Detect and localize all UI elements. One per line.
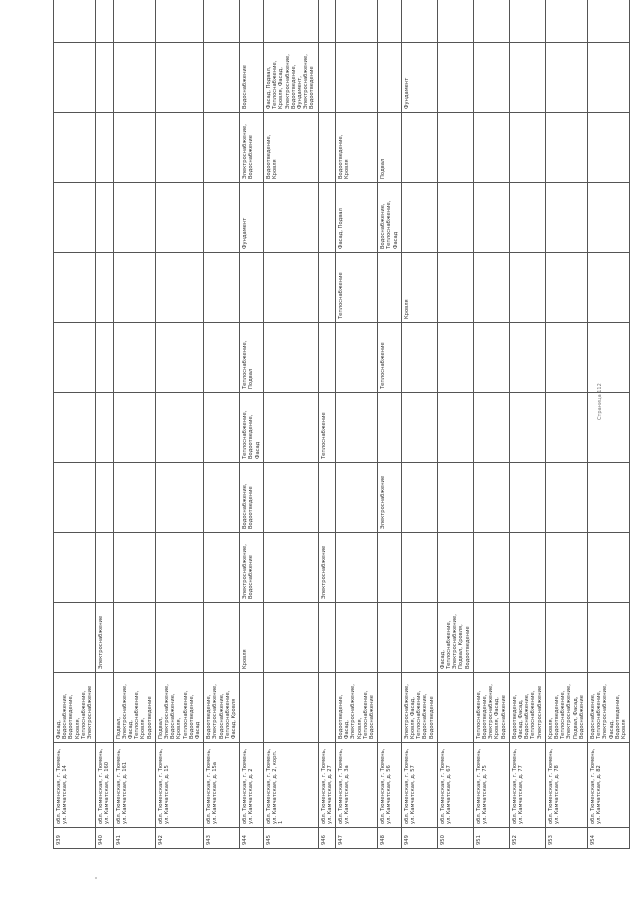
works-cell xyxy=(545,323,587,393)
works-cell xyxy=(113,533,155,603)
works-cell: Электроснабжение xyxy=(318,533,335,603)
table-row xyxy=(509,0,545,849)
works-cell xyxy=(509,603,545,673)
works-cell xyxy=(401,603,437,673)
works-cell xyxy=(54,393,96,463)
works-cell xyxy=(54,183,96,253)
works-cell xyxy=(545,183,587,253)
row-number: 944 xyxy=(240,828,264,849)
table-row xyxy=(378,0,402,849)
works-cell xyxy=(263,673,318,743)
works-cell xyxy=(54,603,96,673)
table-row xyxy=(96,0,113,849)
works-cell: Водоотведение, Фасад, Электроснабжение, Кровля, Теплоснабжение, Водоснабжение xyxy=(335,673,377,743)
works-cell: Электроснабжение xyxy=(96,603,113,673)
works-cell xyxy=(401,533,437,603)
works-cell xyxy=(204,323,240,393)
works-cell xyxy=(263,0,318,43)
works-cell xyxy=(378,603,402,673)
works-cell: Подвал xyxy=(378,113,402,183)
works-cell xyxy=(96,113,113,183)
works-cell xyxy=(509,323,545,393)
works-cell xyxy=(378,253,402,323)
works-cell xyxy=(204,393,240,463)
works-cell xyxy=(204,113,240,183)
works-cell xyxy=(588,183,630,253)
row-number: 943 xyxy=(204,828,240,849)
works-cell xyxy=(113,603,155,673)
works-cell: Фундамент xyxy=(240,183,264,253)
works-cell xyxy=(96,323,113,393)
works-cell: Фундамент xyxy=(401,43,437,113)
works-cell xyxy=(113,183,155,253)
works-cell xyxy=(588,0,630,43)
works-cell xyxy=(335,323,377,393)
works-cell xyxy=(155,183,203,253)
works-cell xyxy=(204,603,240,673)
works-cell xyxy=(54,463,96,533)
works-cell xyxy=(545,113,587,183)
works-cell xyxy=(437,43,473,113)
works-cell: Теплоснабжение, Водоотведение, Электроснабжение, Кровля, Фасад, Водоснабжение xyxy=(473,673,509,743)
table-row xyxy=(545,0,587,849)
works-cell xyxy=(378,533,402,603)
works-cell xyxy=(155,253,203,323)
row-address: обл. Тюменская, г. Тюмень, ул. Камчатская, д. 78 xyxy=(545,743,587,828)
works-cell xyxy=(240,253,264,323)
table-row xyxy=(113,0,155,849)
works-cell xyxy=(335,603,377,673)
works-cell: Водоотведение, Фасад, Фасад, Водоснабжение, Теплоснабжение, Электроснабжение xyxy=(509,673,545,743)
row-number: 953 xyxy=(545,828,587,849)
works-cell xyxy=(588,43,630,113)
works-cell xyxy=(204,463,240,533)
works-cell xyxy=(113,463,155,533)
works-cell xyxy=(378,673,402,743)
table-row xyxy=(401,0,437,849)
works-cell xyxy=(96,533,113,603)
works-cell xyxy=(437,533,473,603)
table-row xyxy=(240,0,264,849)
works-cell xyxy=(401,393,437,463)
works-cell xyxy=(155,603,203,673)
works-cell xyxy=(509,0,545,43)
row-number: 945 xyxy=(263,828,318,849)
row-address: обл. Тюменская, г. Тюмень, ул. Камчатская, д. 56 xyxy=(378,743,402,828)
row-address: обл. Тюменская, г. Тюмень, ул. Камчатская, д. 75 xyxy=(473,743,509,828)
works-cell xyxy=(378,0,402,43)
works-cell xyxy=(401,323,437,393)
works-cell xyxy=(263,323,318,393)
works-cell xyxy=(113,113,155,183)
works-cell: Фасад, Теплоснабжение, Электроснабжение, Подвал, Кровля, Водоотведение xyxy=(437,603,473,673)
works-cell xyxy=(204,0,240,43)
works-cell xyxy=(335,43,377,113)
works-table xyxy=(53,0,630,849)
works-cell xyxy=(54,0,96,43)
table-row xyxy=(204,0,240,849)
row-address: обл. Тюменская, г. Тюмень, ул. Камчатская, д. 27 xyxy=(318,743,335,828)
works-cell xyxy=(96,183,113,253)
works-cell xyxy=(263,603,318,673)
works-cell xyxy=(96,43,113,113)
works-cell xyxy=(318,253,335,323)
row-address: обл. Тюменская, г. Тюмень, ул. Камчатская, д. 160 xyxy=(96,743,113,828)
row-number: 939 xyxy=(54,828,96,849)
works-cell: Кровля xyxy=(401,253,437,323)
works-cell: Кровля xyxy=(240,603,264,673)
row-address: обл. Тюменская, г. Тюмень, ул. Камчатская, д. 15а xyxy=(204,743,240,828)
row-number: 941 xyxy=(113,828,155,849)
works-cell xyxy=(335,393,377,463)
works-cell xyxy=(588,113,630,183)
works-cell xyxy=(204,533,240,603)
works-cell xyxy=(509,113,545,183)
works-cell: Электроснабжение xyxy=(378,463,402,533)
works-cell xyxy=(96,463,113,533)
row-address: обл. Тюменская, г. Тюмень, ул. Камчатская, д. 161 xyxy=(113,743,155,828)
works-cell xyxy=(588,323,630,393)
row-number: 951 xyxy=(473,828,509,849)
works-cell xyxy=(335,0,377,43)
works-cell xyxy=(545,43,587,113)
works-cell xyxy=(401,183,437,253)
works-cell xyxy=(54,533,96,603)
works-cell xyxy=(437,113,473,183)
works-cell xyxy=(155,113,203,183)
works-cell xyxy=(378,43,402,113)
works-cell xyxy=(155,463,203,533)
row-address: обл. Тюменская, г. Тюмень, ул. Камчатская, д. 2, корп. 1 xyxy=(263,743,318,828)
works-cell: Водоснабжение, Теплоснабжение, Электроснабжение, Фасад, Водоотведение, Кровля xyxy=(588,673,630,743)
works-cell xyxy=(318,0,335,43)
works-cell xyxy=(263,253,318,323)
table-row xyxy=(335,0,377,849)
works-cell xyxy=(318,463,335,533)
works-cell xyxy=(113,253,155,323)
row-address: обл. Тюменская, г. Тюмень, ул. Камчатская, д. 3а xyxy=(335,743,377,828)
works-cell xyxy=(588,463,630,533)
works-cell xyxy=(96,673,113,743)
works-cell xyxy=(473,113,509,183)
table-row xyxy=(437,0,473,849)
works-cell xyxy=(113,43,155,113)
works-cell xyxy=(588,253,630,323)
table-row xyxy=(318,0,335,849)
works-cell xyxy=(473,533,509,603)
works-cell xyxy=(509,43,545,113)
works-cell xyxy=(401,463,437,533)
works-cell xyxy=(263,393,318,463)
table-row xyxy=(473,0,509,849)
works-cell: Водоснабжение, Теплоснабжение, Фасад xyxy=(378,183,402,253)
works-cell: Водоснабжение, Водоотведение xyxy=(240,463,264,533)
works-cell xyxy=(437,673,473,743)
works-cell xyxy=(155,393,203,463)
works-cell xyxy=(509,533,545,603)
works-table-body xyxy=(54,0,630,849)
works-cell xyxy=(473,0,509,43)
works-cell xyxy=(437,183,473,253)
works-cell: Водоотведение, Кровля xyxy=(263,113,318,183)
works-cell xyxy=(318,43,335,113)
works-cell xyxy=(473,463,509,533)
works-cell xyxy=(545,603,587,673)
works-cell xyxy=(509,393,545,463)
row-address: обл. Тюменская, г. Тюмень, ул. Камчатская, д. 67 xyxy=(437,743,473,828)
works-cell xyxy=(113,0,155,43)
row-address: обл. Тюменская, г. Тюмень, ул. Камчатская, д. 57 xyxy=(401,743,437,828)
works-cell xyxy=(509,253,545,323)
row-address: обл. Тюменская, г. Тюмень, ул. Камчатская, д. 77 xyxy=(509,743,545,828)
works-cell: Теплоснабжение, Водоотведение, Фасад xyxy=(240,393,264,463)
works-cell xyxy=(509,183,545,253)
works-cell: Водоснабжение xyxy=(240,43,264,113)
works-cell: Фасад, Подвал xyxy=(335,183,377,253)
row-address: обл. Тюменская, г. Тюмень, ул. Камчатская, д. 2 xyxy=(240,743,264,828)
works-cell xyxy=(318,113,335,183)
works-cell xyxy=(155,533,203,603)
works-cell xyxy=(318,183,335,253)
works-cell xyxy=(113,323,155,393)
works-cell xyxy=(113,393,155,463)
works-cell xyxy=(263,533,318,603)
works-cell xyxy=(473,43,509,113)
works-cell: Подвал, Электроснабжение, Водоснабжение, Кровля, Теплоснабжение, Водоотведение, Фасад xyxy=(155,673,203,743)
works-cell xyxy=(545,0,587,43)
works-cell xyxy=(204,183,240,253)
works-cell xyxy=(473,603,509,673)
works-cell xyxy=(588,533,630,603)
works-cell xyxy=(155,323,203,393)
works-cell xyxy=(588,393,630,463)
works-cell xyxy=(96,393,113,463)
row-number: 948 xyxy=(378,828,402,849)
works-cell xyxy=(437,463,473,533)
works-cell xyxy=(240,0,264,43)
works-cell: Электроснабжение, Кровля, Фасад, Теплоснабжение, Водоснабжение, Водоотведение xyxy=(401,673,437,743)
works-cell xyxy=(54,253,96,323)
works-cell xyxy=(318,323,335,393)
works-cell xyxy=(318,673,335,743)
works-cell xyxy=(318,603,335,673)
works-cell: Водоотведение, Электроснабжение, Водоснабжение, Теплоснабжение, Фасад, Кровля xyxy=(204,673,240,743)
works-cell: Подвал, Электроснабжение, Фасад, Теплоснабжение, Кровля, Водоотведение xyxy=(113,673,155,743)
works-cell xyxy=(473,183,509,253)
works-cell xyxy=(588,603,630,673)
works-cell xyxy=(437,0,473,43)
works-cell: Теплоснабжение xyxy=(378,323,402,393)
works-cell xyxy=(240,673,264,743)
page-stamp: Страница 112 xyxy=(597,383,603,420)
works-cell xyxy=(545,533,587,603)
works-cell: Фасад, Подвал, Теплоснабжение, Кровля, Фасад, Электроснабжение, Водоотведение, Фундамент, Электроснабжение, Водоотведение xyxy=(263,43,318,113)
works-cell xyxy=(545,463,587,533)
works-cell: Фасад, Водоснабжение, Водоотведение, Кровля, Теплоснабжение, Электроснабжение xyxy=(54,673,96,743)
row-number: 946 xyxy=(318,828,335,849)
row-number: 954 xyxy=(588,828,630,849)
works-cell xyxy=(155,0,203,43)
works-cell xyxy=(263,183,318,253)
scan-speck xyxy=(95,877,97,879)
works-cell xyxy=(204,43,240,113)
works-cell xyxy=(437,323,473,393)
table-row xyxy=(155,0,203,849)
works-cell: Теплоснабжение xyxy=(318,393,335,463)
works-cell xyxy=(96,0,113,43)
works-cell xyxy=(263,463,318,533)
works-cell xyxy=(96,253,113,323)
works-cell xyxy=(545,253,587,323)
table-row xyxy=(263,0,318,849)
works-cell xyxy=(473,253,509,323)
works-cell xyxy=(545,393,587,463)
row-number: 940 xyxy=(96,828,113,849)
works-cell xyxy=(473,323,509,393)
works-cell: Водоотведение, Кровля xyxy=(335,113,377,183)
works-cell xyxy=(54,323,96,393)
works-cell: Кровля, Водоотведение, Теплоснабжение, Электроснабжение, Подвал, Фасад, Водоснабжение xyxy=(545,673,587,743)
row-number: 949 xyxy=(401,828,437,849)
row-number: 947 xyxy=(335,828,377,849)
works-cell xyxy=(473,393,509,463)
row-number: 950 xyxy=(437,828,473,849)
works-cell xyxy=(509,463,545,533)
row-address: обл. Тюменская, г. Тюмень, ул. Камчатская, д. 82 xyxy=(588,743,630,828)
works-cell: Теплоснабжение xyxy=(335,253,377,323)
works-cell: Теплоснабжение, Подвал xyxy=(240,323,264,393)
works-cell xyxy=(54,113,96,183)
works-cell xyxy=(401,113,437,183)
row-number: 942 xyxy=(155,828,203,849)
works-cell xyxy=(204,253,240,323)
works-cell xyxy=(335,463,377,533)
works-cell xyxy=(401,0,437,43)
works-cell xyxy=(335,533,377,603)
row-address: обл. Тюменская, г. Тюмень, ул. Камчатская, д. 14 xyxy=(54,743,96,828)
works-cell xyxy=(155,43,203,113)
works-cell: Электроснабжение, Водоснабжение xyxy=(240,113,264,183)
table-row xyxy=(54,0,96,849)
works-cell xyxy=(54,43,96,113)
row-address: обл. Тюменская, г. Тюмень, ул. Камчатская, д. 15 xyxy=(155,743,203,828)
row-number: 952 xyxy=(509,828,545,849)
works-cell: Электроснабжение, Водоснабжение xyxy=(240,533,264,603)
works-cell xyxy=(437,393,473,463)
works-cell xyxy=(437,253,473,323)
table-row xyxy=(588,0,630,849)
works-cell xyxy=(378,393,402,463)
